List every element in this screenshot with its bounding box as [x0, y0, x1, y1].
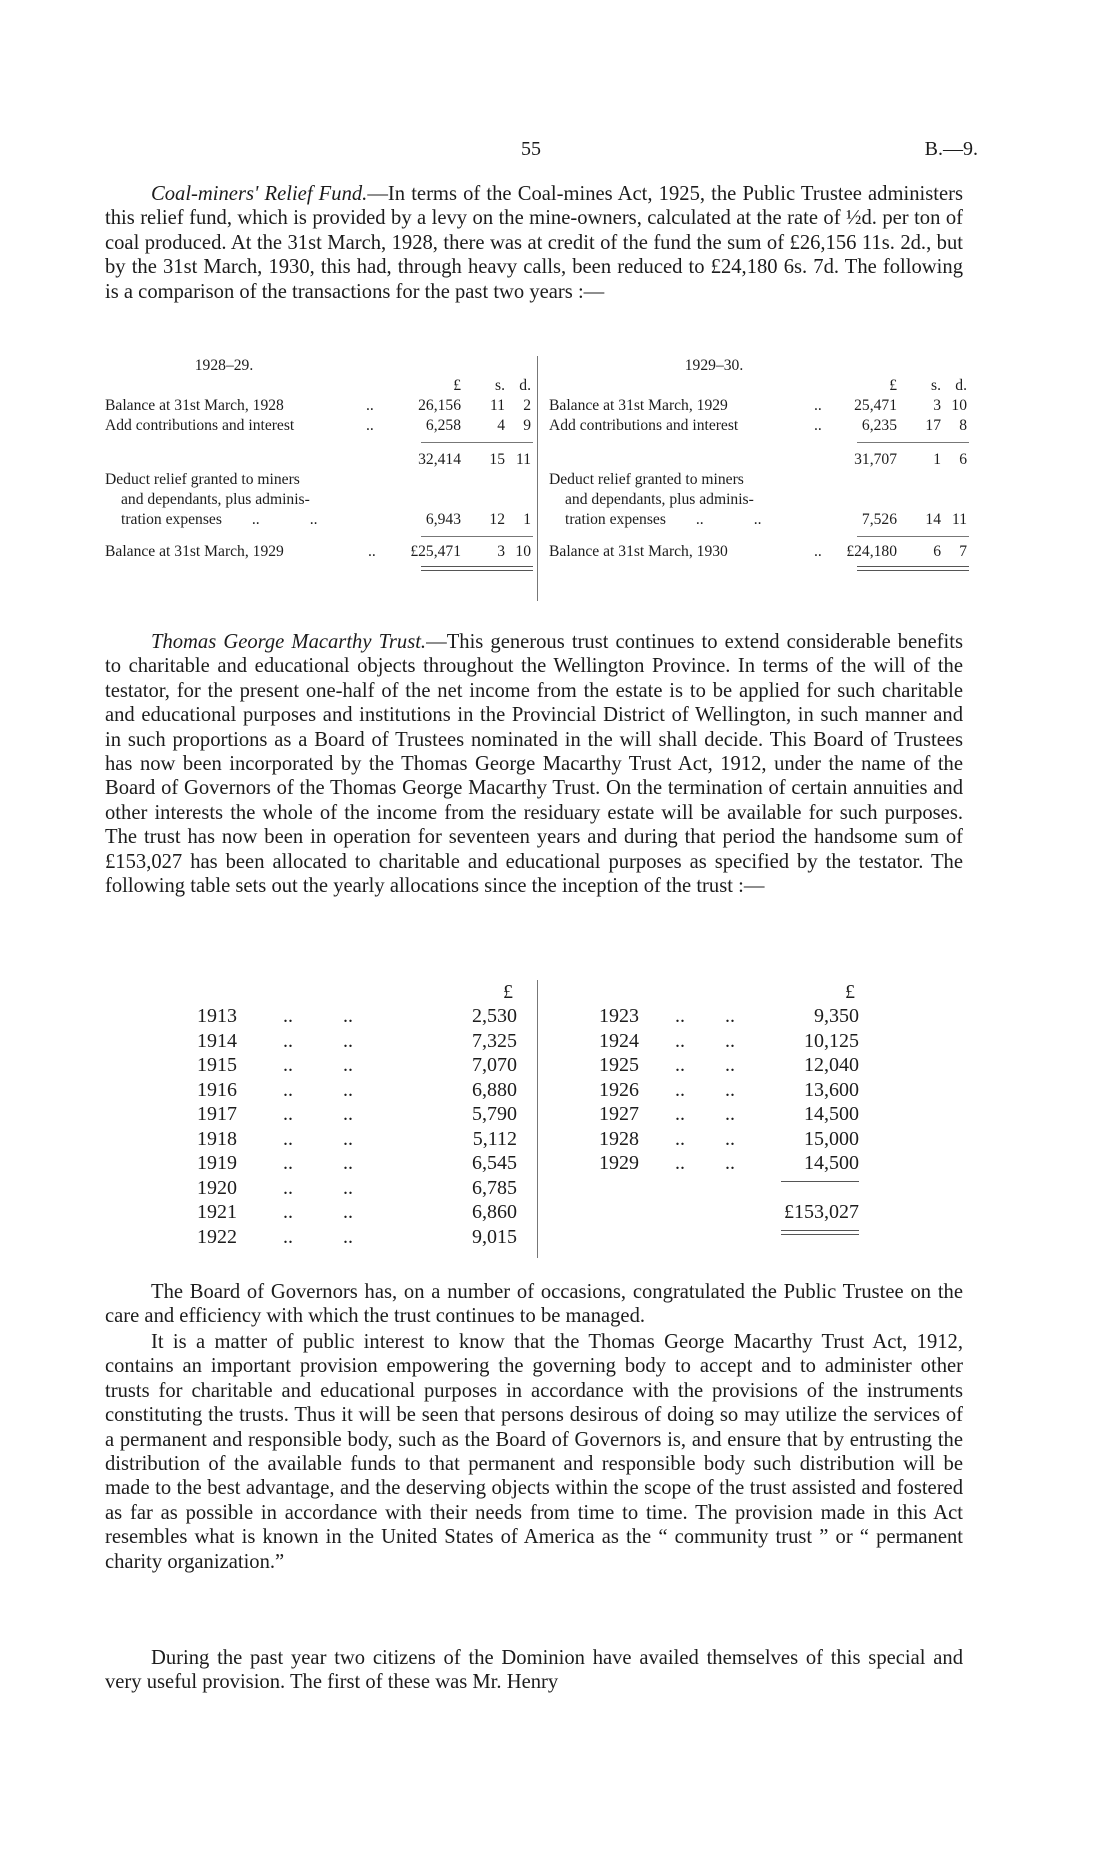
allocation-year: 1920: [197, 1176, 237, 1199]
allocation-year: 1918: [197, 1127, 237, 1150]
page-header: [0, 138, 1114, 168]
macarthy-paragraph: [105, 630, 963, 898]
dominion-paragraph: During the past year two citizens of the Dominion have availed themselves of this special and very useful provision. The first of these was Mr. Henry: [105, 1647, 963, 1694]
allocation-row: 1924 .. .. 10,125: [599, 1029, 859, 1052]
double-rule: [421, 566, 533, 571]
table-divider: [537, 356, 538, 601]
balance-row: Balance at 31st March, 1929 .. £25,471 3 10: [105, 543, 531, 560]
currency-header: £: [503, 981, 513, 1003]
allocation-year: 1916: [197, 1078, 237, 1101]
allocation-year: 1924: [599, 1029, 639, 1052]
allocation-row: 1920 .. .. 6,785: [197, 1176, 517, 1199]
coal-miners-title: Coal-miners' Relief Fund.: [151, 183, 368, 205]
allocation-year: 1921: [197, 1201, 237, 1223]
allocation-amount: 6,880: [472, 1078, 517, 1101]
allocation-amount: 14,500: [804, 1103, 859, 1125]
allocation-year: 1919: [197, 1152, 237, 1174]
allocation-amount: 6,860: [472, 1201, 517, 1223]
coal-miners-text: —In terms of the Coal-mines Act, 1925, the Public Trustee administers this relief fund, which is provided by a levy on the mine-owners, calculated at the rate of ½d. per ton of coal produced. At the 31st March, 1928, there was at credit of the fund the sum of £26,156 11s. 2d., but by the 31st March, 1930, this had, through heavy calls, been reduced to £24,180 6s. 7d. The following is a comparison of the transactions for the past two years :—: [105, 183, 963, 303]
allocation-row: 1923 .. .. 9,350: [599, 1005, 859, 1027]
allocation-amount: 2,530: [472, 1005, 517, 1027]
allocations-table: [105, 980, 970, 1260]
allocation-year: 1915: [197, 1054, 237, 1076]
allocation-row: 1927 .. .. 14,500: [599, 1103, 859, 1125]
allocation-year: 1917: [197, 1103, 237, 1125]
allocation-row: 1915 .. .. 7,070: [197, 1054, 517, 1076]
allocation-year: 1925: [599, 1054, 639, 1076]
allocation-amount: 5,112: [472, 1127, 517, 1150]
allocation-year: 1923: [599, 1005, 639, 1027]
allocations-total: £153,027: [784, 1201, 859, 1223]
subtotal-row: 31,707 1 6: [854, 451, 967, 468]
allocation-year: 1913: [197, 1005, 237, 1027]
comparison-column-1928-29: [105, 356, 533, 606]
allocation-row: 1916 .. .. 6,880: [197, 1078, 517, 1101]
currency-header: £: [845, 981, 855, 1003]
allocation-amount: 9,015: [472, 1225, 517, 1248]
double-rule: [781, 1230, 859, 1235]
allocation-row: 1928 .. .. 15,000: [599, 1127, 859, 1150]
board-paragraph: The Board of Governors has, on a number of occasions, congratulated the Public Trustee on the care and efficiency with which the trust continues to be managed.: [105, 1281, 963, 1328]
allocation-amount: 5,790: [472, 1103, 517, 1125]
allocation-amount: 7,070: [472, 1054, 517, 1076]
deduct-row: Deduct relief granted to miners and dependants, plus adminis- tration expenses .. .. 7,526 14 11: [549, 471, 967, 528]
table-row: Add contributions and interest .. 6,235 17 8: [549, 417, 967, 434]
double-rule: [857, 566, 969, 571]
sum-rule: [857, 442, 969, 443]
allocation-row: 1921 .. .. 6,860: [197, 1201, 517, 1223]
allocation-year: 1926: [599, 1078, 639, 1101]
allocation-row: 1914 .. .. 7,325: [197, 1029, 517, 1052]
year-heading: 1928–29.: [194, 357, 254, 374]
allocation-row: 1919 .. .. 6,545: [197, 1152, 517, 1174]
page-code: B.—9.: [924, 138, 978, 160]
coal-miners-paragraph: [105, 182, 963, 304]
allocation-row: 1918 .. .. 5,112: [197, 1127, 517, 1150]
allocation-amount: 9,350: [814, 1005, 859, 1027]
allocation-amount: 12,040: [804, 1054, 859, 1076]
sum-rule: [781, 1181, 859, 1182]
page-number: 55: [521, 138, 541, 160]
year-heading: 1929–30.: [684, 357, 744, 374]
allocation-row: 1922 .. .. 9,015: [197, 1225, 517, 1248]
allocation-amount: 13,600: [804, 1078, 859, 1101]
allocation-amount: 6,545: [472, 1152, 517, 1174]
sum-rule: [857, 536, 969, 537]
allocation-amount: 6,785: [472, 1176, 517, 1199]
table-row: Add contributions and interest .. 6,258 4 9: [105, 417, 531, 434]
table-row: Balance at 31st March, 1928 .. 26,156 11 2: [105, 397, 531, 414]
coal-comparison-table: [105, 356, 970, 606]
table-row: Balance at 31st March, 1929 .. 25,471 3 10: [549, 397, 967, 414]
lsd-header: £ s. d.: [889, 377, 967, 394]
macarthy-title: Thomas George Macarthy Trust.: [151, 631, 427, 653]
balance-row: Balance at 31st March, 1930 .. £24,180 6 7: [549, 543, 967, 560]
allocation-year: 1927: [599, 1103, 639, 1125]
allocation-row: 1926 .. .. 13,600: [599, 1078, 859, 1101]
allocation-row: 1913 .. .. 2,530: [197, 1005, 517, 1027]
allocation-year: 1929: [599, 1152, 639, 1174]
allocation-amount: 10,125: [804, 1029, 859, 1052]
allocation-year: 1914: [197, 1029, 237, 1052]
allocation-amount: 15,000: [804, 1127, 859, 1150]
macarthy-text: —This generous trust continues to extend considerable benefits to charitable and educational objects throughout the Wellington Province. In terms of the will of the testator, for the present one-half of the net income from the estate is to be applied for such charitable and educational purposes and institutions in the Provincial District of Wellington, in such manner and in such proportions as a Board of Trustees nominated in the will shall decide. This Board of Trustees has now been incorporated by the Thomas George Macarthy Trust Act, 1912, under the name of the Board of Governors of the Thomas George Macarthy Trust. On the termination of certain annuities and other interests the whole of the income from the residuary estate will be available for such purposes. The trust has now been in operation for seventeen years and during that period the handsome sum of £153,027 has been allocated to charitable and educational purposes as specified by the testator. The following table sets out the yearly allocations since the inception of the trust :—: [105, 631, 964, 898]
deduct-row: Deduct relief granted to miners and dependants, plus adminis- tration expenses .. .. 6,943 12 1: [105, 471, 531, 528]
lsd-header: £ s. d.: [453, 377, 531, 394]
subtotal-row: 32,414 15 11: [418, 451, 531, 468]
allocation-amount: 7,325: [472, 1029, 517, 1052]
allocation-year: 1928: [599, 1127, 639, 1150]
allocation-year: 1922: [197, 1225, 237, 1248]
sum-rule: [421, 536, 533, 537]
act-paragraph: It is a matter of public interest to know that the Thomas George Macarthy Trust Act, 1912, contains an important provision empowering the governing body to accept and to administer other trusts for charitable and educational purposes in accordance with the provisions of the instruments constituting the trusts. Thus it will be seen that persons desirous of doing so may utilize the services of a permanent and responsible body, such as the Board of Governors is, and ensure that by entrusting the distribution of the available funds to that permanent and responsible body such distribution will be made to the best advantage, and the deserving objects within the scope of the trust assisted and fostered as far as possible in accordance with their needs from time to time. The provision made in this Act resembles what is known in the United States of America as the “ community trust ” or “ permanent charity organization.”: [105, 1331, 963, 1573]
comparison-column-1929-30: [549, 356, 969, 606]
allocation-row: 1917 .. .. 5,790: [197, 1103, 517, 1125]
allocation-row: 1925 .. .. 12,040: [599, 1054, 859, 1076]
allocation-row: 1929 .. .. 14,500: [599, 1152, 859, 1174]
sum-rule: [421, 442, 533, 443]
table-divider: [537, 980, 538, 1258]
allocation-amount: 14,500: [804, 1152, 859, 1174]
